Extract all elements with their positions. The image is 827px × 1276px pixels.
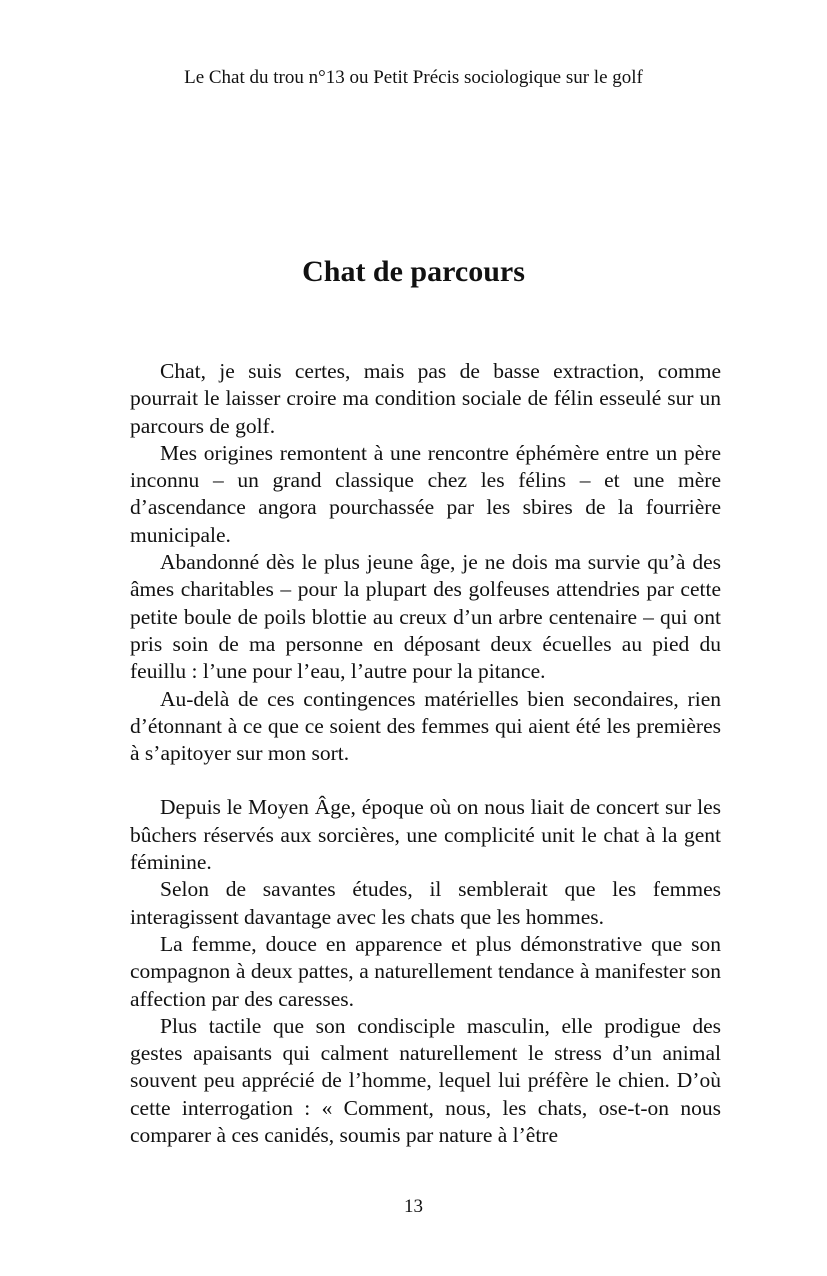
body-text: [130, 358, 721, 1149]
section-gap: [130, 767, 721, 794]
chapter-title: Chat de parcours: [302, 255, 525, 288]
paragraph: La femme, douce en apparence et plus démonstrative que son compagnon à deux pattes, a naturellement tendance à manifester son affection par des caresses.: [130, 931, 721, 1011]
page-number: 13: [404, 1196, 423, 1217]
paragraph: Depuis le Moyen Âge, époque où on nous liait de concert sur les bûchers réservés aux sorcières, une complicité unit le chat à la gent féminine.: [130, 795, 721, 875]
paragraph: Mes origines remontent à une rencontre éphémère entre un père inconnu – un grand classique chez les félins – et une mère d’ascendance angora pourchassée par les sbires de la fourrière municipale.: [130, 440, 721, 547]
paragraph: Selon de savantes études, il semblerait que les femmes interagissent davantage avec les chats que les hommes.: [130, 877, 721, 929]
paragraph: Chat, je suis certes, mais pas de basse extraction, comme pourrait le laisser croire ma condition sociale de félin esseulé sur un parcours de golf.: [130, 359, 721, 438]
paragraph: Abandonné dès le plus jeune âge, je ne dois ma survie qu’à des âmes charitables – pour la plupart des golfeuses attendries par cette petite boule de poils blottie au creux d’un arbre centenaire – qui ont pris soin de ma personne en déposant deux écuelles au pied du feuillu : l’une pour l’eau, l’autre pour la pitance.: [130, 550, 721, 684]
paragraph: Plus tactile que son condisciple masculin, elle prodigue des gestes apaisants qui calment naturellement le stress d’un animal souvent peu apprécié de l’homme, lequel lui préfère le chien. D’où cette interrogation : « Comment, nous, les chats, ose-t-on nous comparer à ces canidés, soumis par nature à l’être: [130, 1013, 721, 1148]
running-header: Le Chat du trou n°13 ou Petit Précis sociologique sur le golf: [184, 67, 643, 88]
paragraph: Au-delà de ces contingences matérielles bien secondaires, rien d’étonnant à ce que ce soient des femmes qui aient été les premières à s’apitoyer sur mon sort.: [130, 686, 721, 766]
